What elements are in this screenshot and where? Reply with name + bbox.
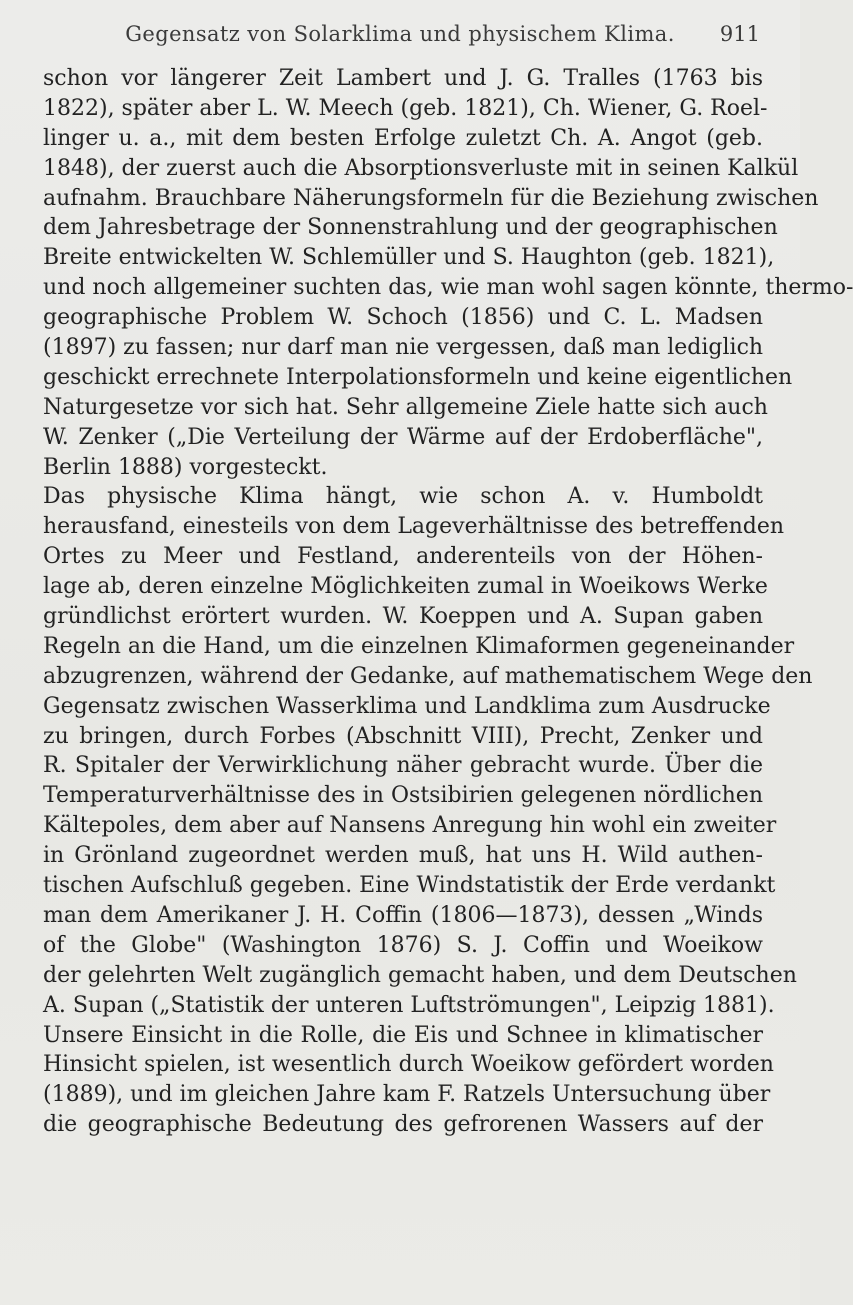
text-line: geschickt errechnete Interpolationsformeln und keine eigentlichen: [43, 364, 793, 390]
text-line: Gegensatz zwischen Wasserklima und Landklima zum Ausdrucke: [43, 693, 771, 719]
text-line: gründlichst erörtert wurden. W. Koeppen und A. Supan gaben: [43, 604, 763, 630]
text-line: dem Jahresbetrage der Sonnenstrahlung und der geographischen: [43, 215, 778, 241]
text-line: aufnahm. Brauchbare Näherungsformeln für die Beziehung zwischen: [43, 185, 819, 211]
text-line: 1822), später aber L. W. Meech (geb. 1821), Ch. Wiener, G. Roel-: [43, 95, 768, 121]
text-line: Breite entwickelten W. Schlemüller und S. Haughton (geb. 1821),: [43, 245, 775, 271]
text-line: R. Spitaler der Verwirklichung näher gebracht wurde. Über die: [43, 753, 763, 779]
text-line: Regeln an die Hand, um die einzelnen Klimaformen gegeneinander: [43, 633, 795, 659]
text-line: der gelehrten Welt zugänglich gemacht haben, und dem Deutschen: [43, 962, 797, 988]
text-line: lage ab, deren einzelne Möglichkeiten zumal in Woeikows Werke: [43, 574, 768, 600]
text-line: herausfand, einesteils von dem Lageverhältnisse des betreffenden: [43, 514, 785, 540]
text-line: schon vor längerer Zeit Lambert und J. G. Tralles (1763 bis: [43, 66, 763, 91]
text-line: tischen Aufschluß gegeben. Eine Windstatistik der Erde verdankt: [43, 873, 776, 899]
text-line: Ortes zu Meer und Festland, anderenteils von der Höhen-: [43, 544, 763, 570]
text-line: of the Globe" (Washington 1876) S. J. Coffin und Woeikow: [43, 932, 763, 958]
text-line: linger u. a., mit dem besten Erfolge zuletzt Ch. A. Angot (geb.: [43, 125, 763, 151]
text-line: geographische Problem W. Schoch (1856) und C. L. Madsen: [43, 305, 763, 331]
text-line: und noch allgemeiner suchten das, wie man wohl sagen könnte, thermo-: [43, 275, 853, 301]
text-line: zu bringen, durch Forbes (Abschnitt VIII), Precht, Zenker und: [43, 723, 763, 749]
running-head: Gegensatz von Solarklima und physischem Klima.: [125, 22, 675, 46]
text-line: (1897) zu fassen; nur darf man nie vergessen, daß man lediglich: [43, 335, 764, 361]
text-line: abzugrenzen, während der Gedanke, auf mathematischem Wege den: [43, 663, 813, 689]
text-line: die geographische Bedeutung des gefrorenen Wassers auf der: [43, 1112, 763, 1138]
text-line: Das physische Klima hängt, wie schon A. v. Humboldt: [43, 484, 763, 510]
text-line: Temperaturverhältnisse des in Ostsibirien gelegenen nördlichen: [43, 783, 763, 809]
text-line: W. Zenker („Die Verteilung der Wärme auf der Erdoberfläche",: [43, 424, 763, 450]
text-line: A. Supan („Statistik der unteren Luftströmungen", Leipzig 1881).: [43, 992, 775, 1018]
page-number: 911: [719, 22, 760, 46]
text-line: (1889), und im gleichen Jahre kam F. Ratzels Untersuchung über: [43, 1082, 771, 1108]
page-header: [0, 14, 800, 54]
text-line: Naturgesetze vor sich hat. Sehr allgemeine Ziele hatte sich auch: [43, 394, 768, 420]
text-line: 1848), der zuerst auch die Absorptionsverluste mit in seinen Kalkül: [43, 155, 799, 181]
text-line: Unsere Einsicht in die Rolle, die Eis und Schnee in klimatischer: [43, 1022, 763, 1048]
body-text: [43, 64, 853, 1294]
text-line: in Grönland zugeordnet werden muß, hat uns H. Wild authen-: [43, 843, 763, 869]
text-line: Berlin 1888) vorgesteckt.: [43, 454, 328, 480]
text-line: Kältepoles, dem aber auf Nansens Anregung hin wohl ein zweiter: [43, 813, 777, 839]
text-line: Hinsicht spielen, ist wesentlich durch Woeikow gefördert worden: [43, 1052, 774, 1078]
text-line: man dem Amerikaner J. H. Coffin (1806—1873), dessen „Winds: [43, 902, 763, 928]
